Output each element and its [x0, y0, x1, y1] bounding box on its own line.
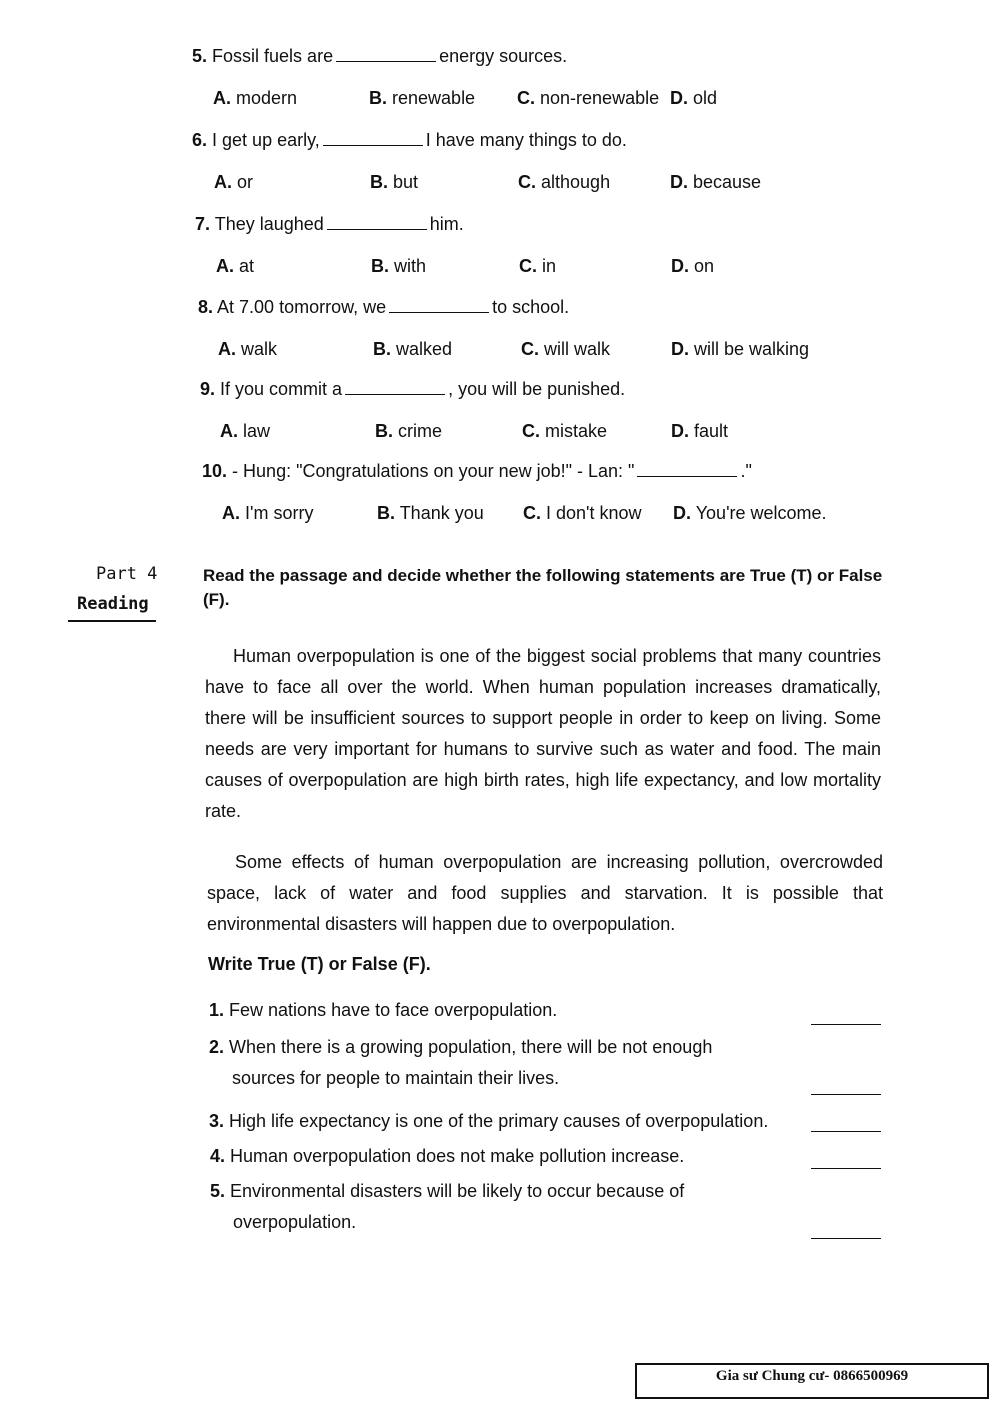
answer-option[interactable] — [371, 256, 426, 277]
question-text: I get up early, — [212, 130, 320, 150]
option-text: You're welcome. — [695, 503, 827, 523]
option-text: law — [243, 421, 271, 441]
option-letter: A. — [222, 503, 240, 523]
option-letter: D. — [671, 256, 689, 276]
question-text: They laughed — [214, 214, 324, 234]
answer-blank[interactable] — [336, 47, 436, 62]
answer-option[interactable] — [523, 503, 642, 524]
statement — [210, 1146, 684, 1167]
question-text: If you commit a — [220, 379, 343, 399]
option-letter: C. — [523, 503, 541, 523]
answer-option[interactable] — [673, 503, 827, 524]
statement-number: 4. — [210, 1146, 226, 1166]
option-text: on — [694, 256, 715, 276]
tf-answer-blank[interactable] — [811, 1094, 881, 1095]
option-text: in — [542, 256, 557, 276]
answer-option[interactable] — [375, 421, 442, 442]
answer-blank[interactable] — [327, 215, 427, 230]
option-letter: A. — [220, 421, 238, 441]
question-stem — [202, 461, 752, 482]
answer-option[interactable] — [216, 256, 254, 277]
question-text: At 7.00 tomorrow, we — [217, 297, 387, 317]
option-text: crime — [398, 421, 443, 441]
option-text: although — [541, 172, 611, 192]
statement-text: Environmental disasters will be likely to occur because of — [230, 1181, 685, 1201]
statement-number: 5. — [210, 1181, 226, 1201]
option-letter: D. — [671, 421, 689, 441]
answer-blank[interactable] — [323, 131, 423, 146]
answer-option[interactable] — [671, 339, 809, 360]
answer-option[interactable] — [222, 503, 313, 524]
question-number: 9. — [200, 379, 216, 399]
question-text: Fossil fuels are — [212, 46, 334, 66]
statement-text-cont: sources for people to maintain their lives. — [232, 1068, 560, 1088]
passage-paragraph-1: Human overpopulation is one of the biggest social problems that many countries have to face all over the world. When human population increases dramatically, there will be insufficient sources to support people in order to keep on living. Some needs are very important for humans to survive such as water and food. The main causes of overpopulation are high birth rates, high life expectancy, and low mortality rate. — [205, 646, 881, 821]
answer-blank[interactable] — [345, 380, 445, 395]
option-letter: C. — [518, 172, 536, 192]
option-letter: C. — [521, 339, 539, 359]
answer-option[interactable] — [377, 503, 484, 524]
option-text: modern — [236, 88, 298, 108]
answer-option[interactable] — [213, 88, 297, 109]
answer-option[interactable] — [670, 172, 761, 193]
tf-answer-blank[interactable] — [811, 1024, 881, 1025]
question-stem — [200, 379, 625, 400]
answer-option[interactable] — [370, 172, 418, 193]
answer-option[interactable] — [518, 172, 610, 193]
statement — [209, 1037, 712, 1089]
option-letter: A. — [214, 172, 232, 192]
tf-answer-blank[interactable] — [811, 1238, 881, 1239]
question-number: 10. — [202, 461, 228, 481]
statement-number: 2. — [209, 1037, 225, 1057]
answer-option[interactable] — [671, 256, 714, 277]
question-number: 6. — [192, 130, 208, 150]
option-text: Thank you — [399, 503, 484, 523]
statement-text: High life expectancy is one of the primary causes of overpopulation. — [229, 1111, 769, 1131]
option-text: with — [394, 256, 427, 276]
tf-heading: Write True (T) or False (F). — [208, 954, 431, 974]
footer-box — [635, 1363, 989, 1399]
option-letter: B. — [371, 256, 389, 276]
option-text: mistake — [545, 421, 608, 441]
option-text: will walk — [544, 339, 611, 359]
option-letter: D. — [673, 503, 691, 523]
option-text: fault — [694, 421, 729, 441]
answer-option[interactable] — [519, 256, 556, 277]
answer-option[interactable] — [369, 88, 475, 109]
statement-text: Few nations have to face overpopulation. — [229, 1000, 558, 1020]
footer-text: Gia sư Chung cư- 0866500969 — [715, 1368, 909, 1384]
option-letter: B. — [373, 339, 391, 359]
option-letter: C. — [522, 421, 540, 441]
part-underline — [68, 620, 156, 622]
option-letter: C. — [519, 256, 537, 276]
option-letter: A. — [216, 256, 234, 276]
tf-answer-blank[interactable] — [811, 1168, 881, 1169]
answer-option[interactable] — [671, 421, 728, 442]
option-letter: A. — [213, 88, 231, 108]
statement — [210, 1181, 684, 1233]
option-text: walked — [396, 339, 453, 359]
question-stem — [192, 130, 627, 151]
question-stem — [198, 297, 569, 318]
statement-number: 1. — [209, 1000, 225, 1020]
question-number: 7. — [195, 214, 211, 234]
answer-blank[interactable] — [637, 462, 737, 477]
question-text-end: ." — [740, 461, 752, 481]
question-number: 8. — [198, 297, 214, 317]
question-text-end: , you will be punished. — [448, 379, 626, 399]
option-letter: D. — [671, 339, 689, 359]
option-letter: C. — [517, 88, 535, 108]
option-text: old — [693, 88, 718, 108]
option-letter: B. — [370, 172, 388, 192]
tf-answer-blank[interactable] — [811, 1131, 881, 1132]
option-text: I don't know — [546, 503, 642, 523]
answer-option[interactable] — [517, 88, 659, 109]
answer-option[interactable] — [373, 339, 452, 360]
answer-option[interactable] — [218, 339, 277, 360]
option-text: because — [693, 172, 762, 192]
answer-option[interactable] — [220, 421, 270, 442]
option-letter: B. — [377, 503, 395, 523]
option-text: renewable — [392, 88, 476, 108]
option-text: at — [239, 256, 255, 276]
option-text: or — [237, 172, 254, 192]
question-text-end: energy sources. — [439, 46, 568, 66]
statement-text: When there is a growing population, there will be not enough — [229, 1037, 713, 1057]
question-text-end: him. — [429, 214, 464, 234]
answer-option[interactable] — [521, 339, 610, 360]
question-text-end: I have many things to do. — [425, 130, 627, 150]
answer-blank[interactable] — [389, 298, 489, 313]
statement-text-cont: overpopulation. — [233, 1212, 357, 1232]
question-text: - Hung: "Congratulations on your new job!" - Lan: " — [232, 461, 635, 481]
option-text: non-renewable — [540, 88, 660, 108]
option-text: walk — [241, 339, 278, 359]
option-text: will be walking — [694, 339, 810, 359]
passage-paragraph-2: Some effects of human overpopulation are increasing pollution, overcrowded space, lack of water and food supplies and starvation. It is possible that environmental disasters will happen due to overpopulation. — [207, 852, 883, 934]
option-text: I'm sorry — [245, 503, 314, 523]
answer-option[interactable] — [670, 88, 717, 109]
part-number: Part 4 — [96, 564, 158, 584]
part-title: Reading — [77, 594, 149, 614]
option-letter: B. — [369, 88, 387, 108]
statement-text: Human overpopulation does not make pollution increase. — [230, 1146, 685, 1166]
option-letter: D. — [670, 88, 688, 108]
question-number: 5. — [192, 46, 208, 66]
instruction: Read the passage and decide whether the following statements are True (T) or False (F). — [203, 566, 883, 609]
statement-number: 3. — [209, 1111, 225, 1131]
option-letter: A. — [218, 339, 236, 359]
option-letter: B. — [375, 421, 393, 441]
statement — [209, 1111, 768, 1132]
question-stem — [195, 214, 464, 235]
answer-option[interactable] — [214, 172, 253, 193]
question-stem — [192, 46, 567, 67]
option-text: but — [393, 172, 419, 192]
question-text-end: to school. — [492, 297, 570, 317]
statement — [209, 1000, 557, 1021]
answer-option[interactable] — [522, 421, 607, 442]
option-letter: D. — [670, 172, 688, 192]
